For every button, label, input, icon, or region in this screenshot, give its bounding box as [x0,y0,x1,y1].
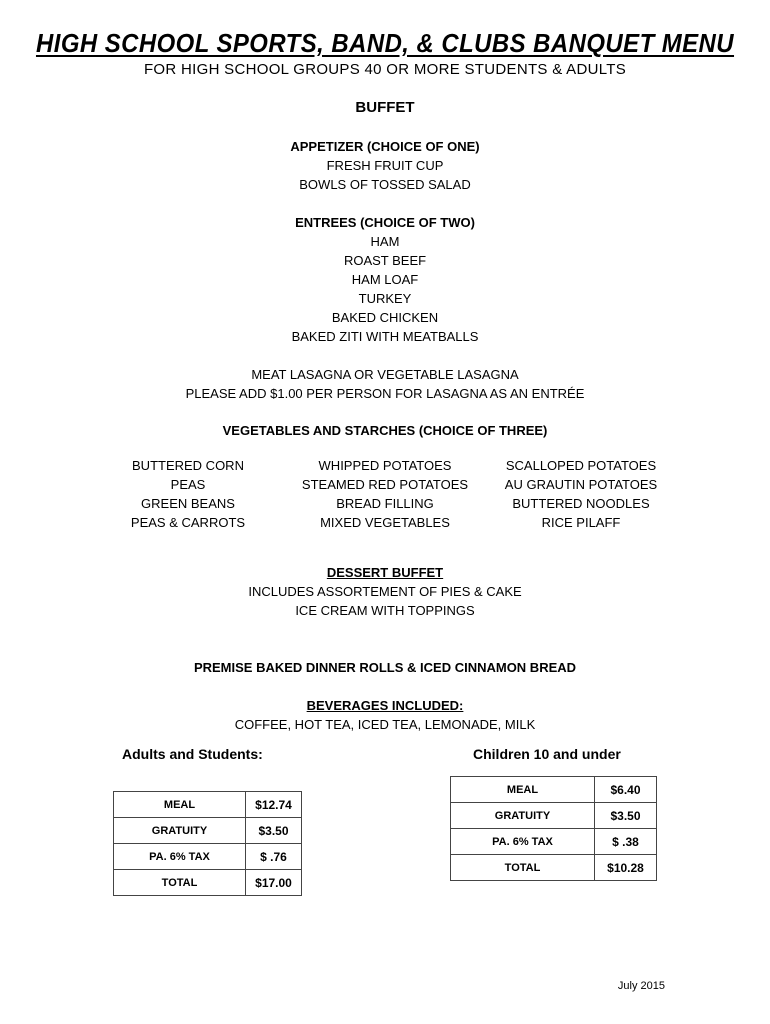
appetizer-heading: APPETIZER (CHOICE OF ONE) [290,139,480,154]
buffet-heading: BUFFET [355,99,415,116]
beverages-section [0,696,770,734]
footer-date: July 2015 [617,980,665,992]
price-value: $10.28 [595,855,657,881]
vegetables-column-1 [108,456,268,532]
vegetable-item: WHIPPED POTATOES [318,458,452,473]
price-label: GRATUITY [451,803,595,829]
price-label: MEAL [114,792,246,818]
vegetable-item: MIXED VEGETABLES [320,515,450,530]
vegetable-item: SCALLOPED POTATOES [505,458,657,473]
beverages-items: COFFEE, HOT TEA, ICED TEA, LEMONADE, MILK [234,717,536,732]
table-row [451,803,657,829]
vegetable-item: BUTTERED CORN [132,458,244,473]
lasagna-section [0,365,770,403]
price-value: $ .38 [595,829,657,855]
price-label: GRATUITY [114,818,246,844]
vegetables-column-3 [490,456,672,532]
appetizer-section [0,137,770,194]
price-value: $ .76 [246,844,302,870]
dessert-heading: DESSERT BUFFET [326,565,444,580]
table-row [451,829,657,855]
entree-item: HAM [370,234,400,249]
menu-subtitle: FOR HIGH SCHOOL GROUPS 40 OR MORE STUDENTS & ADULTS [143,61,627,78]
vegetable-item: RICE PILAFF [541,515,621,530]
vegetable-item: AU GRAUTIN POTATOES [504,477,658,492]
entrees-heading: ENTREES (CHOICE OF TWO) [295,215,475,230]
rolls-line: PREMISE BAKED DINNER ROLLS & ICED CINNAMON BREAD [193,660,577,675]
table-row [114,844,302,870]
price-value: $3.50 [246,818,302,844]
appetizer-item: FRESH FRUIT CUP [326,158,444,173]
entree-item: HAM LOAF [351,272,419,287]
vegetable-item: BUTTERED NOODLES [512,496,650,511]
table-row [114,818,302,844]
table-row [114,870,302,896]
vegetable-item: PEAS & CARROTS [130,515,246,530]
price-label: PA. 6% TAX [114,844,246,870]
dessert-item: INCLUDES ASSORTEMENT OF PIES & CAKE [248,584,522,599]
price-label: MEAL [451,777,595,803]
children-pricing-heading: Children 10 and under [473,746,621,762]
entrees-section [0,213,770,346]
vegetable-item: STEAMED RED POTATOES [301,477,469,492]
vegetables-heading: VEGETABLES AND STARCHES (CHOICE OF THREE) [222,423,548,438]
entree-item: TURKEY [358,291,412,306]
price-value: $12.74 [246,792,302,818]
lasagna-option: MEAT LASAGNA OR VEGETABLE LASAGNA [251,367,519,382]
price-label: TOTAL [451,855,595,881]
vegetable-item: GREEN BEANS [141,496,235,511]
price-value: $17.00 [246,870,302,896]
entree-item: BAKED CHICKEN [331,310,439,325]
vegetable-item: BREAD FILLING [336,496,434,511]
beverages-heading: BEVERAGES INCLUDED: [306,698,464,713]
price-value: $6.40 [595,777,657,803]
menu-title: HIGH SCHOOL SPORTS, BAND, & CLUBS BANQUET MENU [35,28,735,58]
dessert-section [0,563,770,620]
adults-pricing-heading: Adults and Students: [122,746,263,762]
entree-item: ROAST BEEF [343,253,427,268]
table-row [451,777,657,803]
table-row [114,792,302,818]
vegetable-item: PEAS [170,477,206,492]
price-label: TOTAL [114,870,246,896]
entree-item: BAKED ZITI WITH MEATBALLS [291,329,479,344]
appetizer-item: BOWLS OF TOSSED SALAD [299,177,471,192]
dessert-item: ICE CREAM WITH TOPPINGS [295,603,475,618]
adults-price-table [113,791,302,896]
price-label: PA. 6% TAX [451,829,595,855]
vegetables-column-2 [285,456,485,532]
price-value: $3.50 [595,803,657,829]
lasagna-note: PLEASE ADD $1.00 PER PERSON FOR LASAGNA AS AN ENTRÉE [185,386,585,401]
table-row [451,855,657,881]
children-price-table [450,776,657,881]
